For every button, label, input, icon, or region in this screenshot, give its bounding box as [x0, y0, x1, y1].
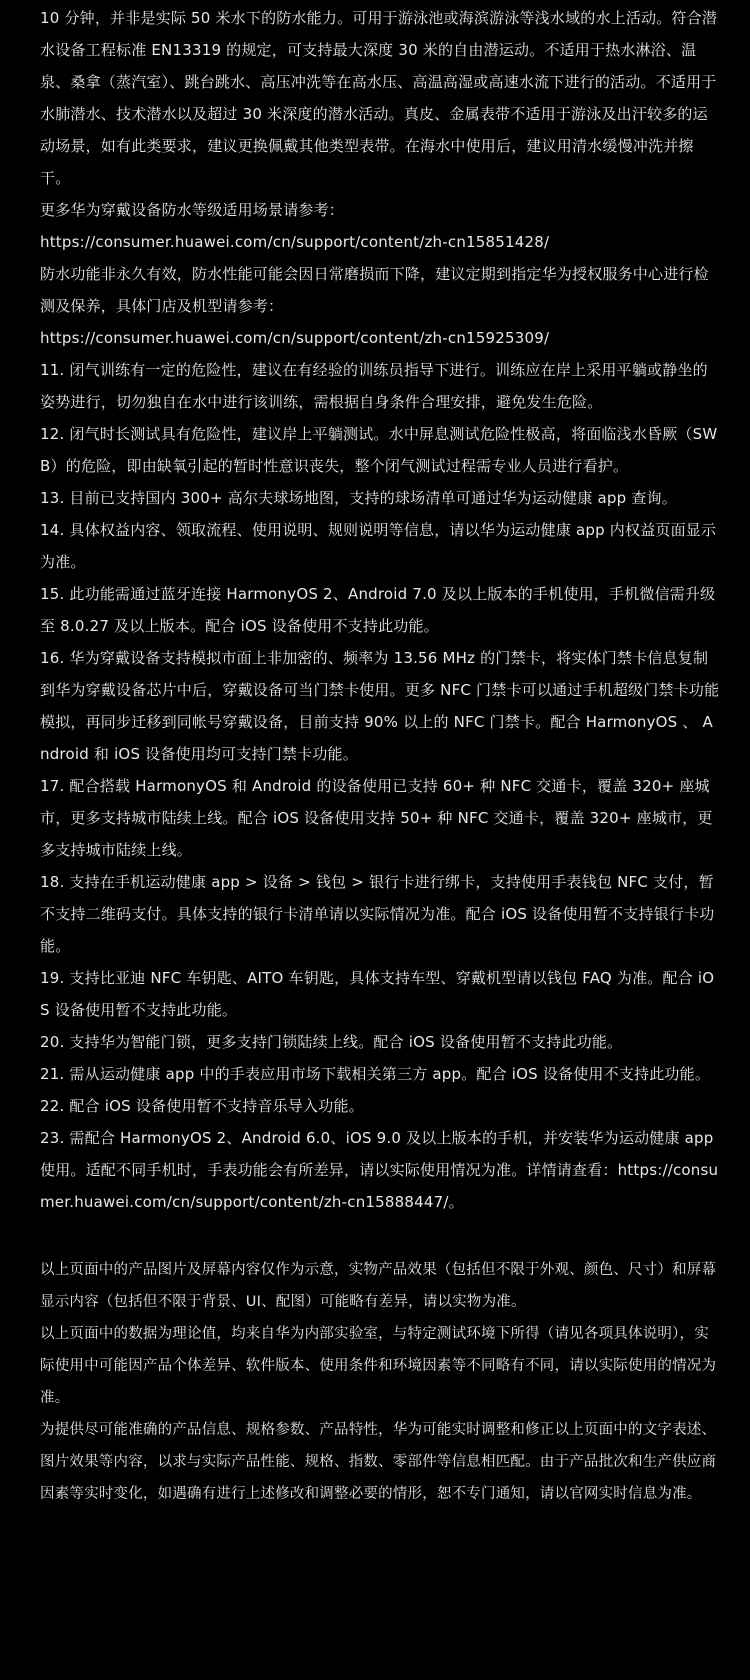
footnote-11: 11. 闭气训练有一定的危险性，建议在有经验的训练员指导下进行。训练应在岸上采用平躺或静坐的姿势进行，切勿独自在水中进行该训练，需根据自身条件合理安排，避免发生危险。 [40, 361, 708, 411]
footnote-14: 14. 具体权益内容、领取流程、使用说明、规则说明等信息，请以华为运动健康 app 内权益页面显示为准。 [40, 521, 717, 571]
footnote-18: 18. 支持在手机运动健康 app > 设备 > 钱包 > 银行卡进行绑卡，支持使用手表钱包 NFC 支付，暂不支持二维码支付。具体支持的银行卡清单请以实际情况为准。配合 iOS 设备使用暂不支持银行卡功能。 [40, 873, 715, 955]
waterproof-reference-link[interactable]: https://consumer.huawei.com/cn/support/content/zh-cn15851428/ [40, 233, 550, 251]
footnote-waterproof-detail: 10 分钟，并非是实际 50 米水下的防水能力。可用于游泳池或海滨游泳等浅水域的水上活动。符合潜水设备工程标准 EN13319 的规定，可支持最大深度 30 米的自由潜运动。不适用于热水淋浴、温泉、桑拿（蒸汽室）、跳台跳水、高压冲洗等在高水压、高温高湿或高速水流下进行的活动。不适用于水肺潜水、技术潜水以及超过 30 米深度的潜水活动。真皮、金属表带不适用于游泳及出汗较多的运动场景，如有此类要求，建议更换佩戴其他类型表带。在海水中使用后，建议用清水缓慢冲洗并擦干。 [40, 9, 718, 187]
footnote-16: 16. 华为穿戴设备支持模拟市面上非加密的、频率为 13.56 MHz 的门禁卡，将实体门禁卡信息复制到华为穿戴设备芯片中后，穿戴设备可当门禁卡使用。更多 NFC 门禁卡可以通过手机超级门禁卡功能模拟，再同步迁移到同帐号穿戴设备，目前支持 90% 以上的 NFC 门禁卡。配合 HarmonyOS 、 Android 和 iOS 设备使用均可支持门禁卡功能。 [40, 649, 720, 763]
footnote-22: 22. 配合 iOS 设备使用暂不支持音乐导入功能。 [40, 1097, 364, 1115]
footnote-17: 17. 配合搭载 HarmonyOS 和 Android 的设备使用已支持 60+ 种 NFC 交通卡，覆盖 320+ 座城市，更多支持城市陆续上线。配合 iOS 设备使用支持 50+ 种 NFC 交通卡，覆盖 320+ 座城市，更多支持城市陆续上线。 [40, 777, 713, 859]
footnote-13: 13. 目前已支持国内 300+ 高尔夫球场地图，支持的球场清单可通过华为运动健康 app 查询。 [40, 489, 677, 507]
footnote-waterproof-maintenance: 防水功能非永久有效，防水性能可能会因日常磨损而下降，建议定期到指定华为授权服务中心进行检测及保养，具体门店及机型请参考： [40, 265, 709, 315]
disclaimer-images: 以上页面中的产品图片及屏幕内容仅作为示意，实物产品效果（包括但不限于外观、颜色、尺寸）和屏幕显示内容（包括但不限于背景、UI、配图）可能略有差异，请以实物为准。 [40, 1262, 717, 1310]
footnote-20: 20. 支持华为智能门锁，更多支持门锁陆续上线。配合 iOS 设备使用暂不支持此功能。 [40, 1033, 623, 1051]
disclaimer-section [40, 1254, 720, 1510]
footnotes-list [40, 2, 720, 1218]
disclaimer-data: 以上页面中的数据为理论值，均来自华为内部实验室，与特定测试环境下所得（请见各项具体说明），实际使用中可能因产品个体差异、软件版本、使用条件和环境因素等不同略有不同，请以实际使用的情况为准。 [40, 1326, 717, 1406]
footnote-21: 21. 需从运动健康 app 中的手表应用市场下载相关第三方 app。配合 iOS 设备使用不支持此功能。 [40, 1065, 711, 1083]
footnote-23: 23. 需配合 HarmonyOS 2、Android 6.0、iOS 9.0 及以上版本的手机，并安装华为运动健康 app 使用。适配不同手机时，手表功能会有所差异，请以实际使用情况为准。详情请查看：https://consumer.huawei.com/cn/support/content/zh-cn15888447/。 [40, 1129, 719, 1211]
footnote-15: 15. 此功能需通过蓝牙连接 HarmonyOS 2、Android 7.0 及以上版本的手机使用，手机微信需升级至 8.0.27 及以上版本。配合 iOS 设备使用不支持此功能。 [40, 585, 716, 635]
disclaimer-updates: 为提供尽可能准确的产品信息、规格参数、产品特性，华为可能实时调整和修正以上页面中的文字表述、图片效果等内容，以求与实际产品性能、规格、指数、零部件等信息相匹配。由于产品批次和生产供应商因素等实时变化，如遇确有进行上述修改和调整必要的情形，恕不专门通知，请以官网实时信息为准。 [40, 1422, 717, 1502]
footnote-19: 19. 支持比亚迪 NFC 车钥匙、AITO 车钥匙，具体支持车型、穿戴机型请以钱包 FAQ 为准。配合 iOS 设备使用暂不支持此功能。 [40, 969, 715, 1019]
service-center-link[interactable]: https://consumer.huawei.com/cn/support/content/zh-cn15925309/ [40, 329, 550, 347]
footnote-12: 12. 闭气时长测试具有危险性，建议岸上平躺测试。水中屏息测试危险性极高，将面临浅水昏厥（SWB）的危险，即由缺氧引起的暂时性意识丧失，整个闭气测试过程需专业人员进行看护。 [40, 425, 718, 475]
footnote-waterproof-reference-label: 更多华为穿戴设备防水等级适用场景请参考： [40, 201, 345, 219]
